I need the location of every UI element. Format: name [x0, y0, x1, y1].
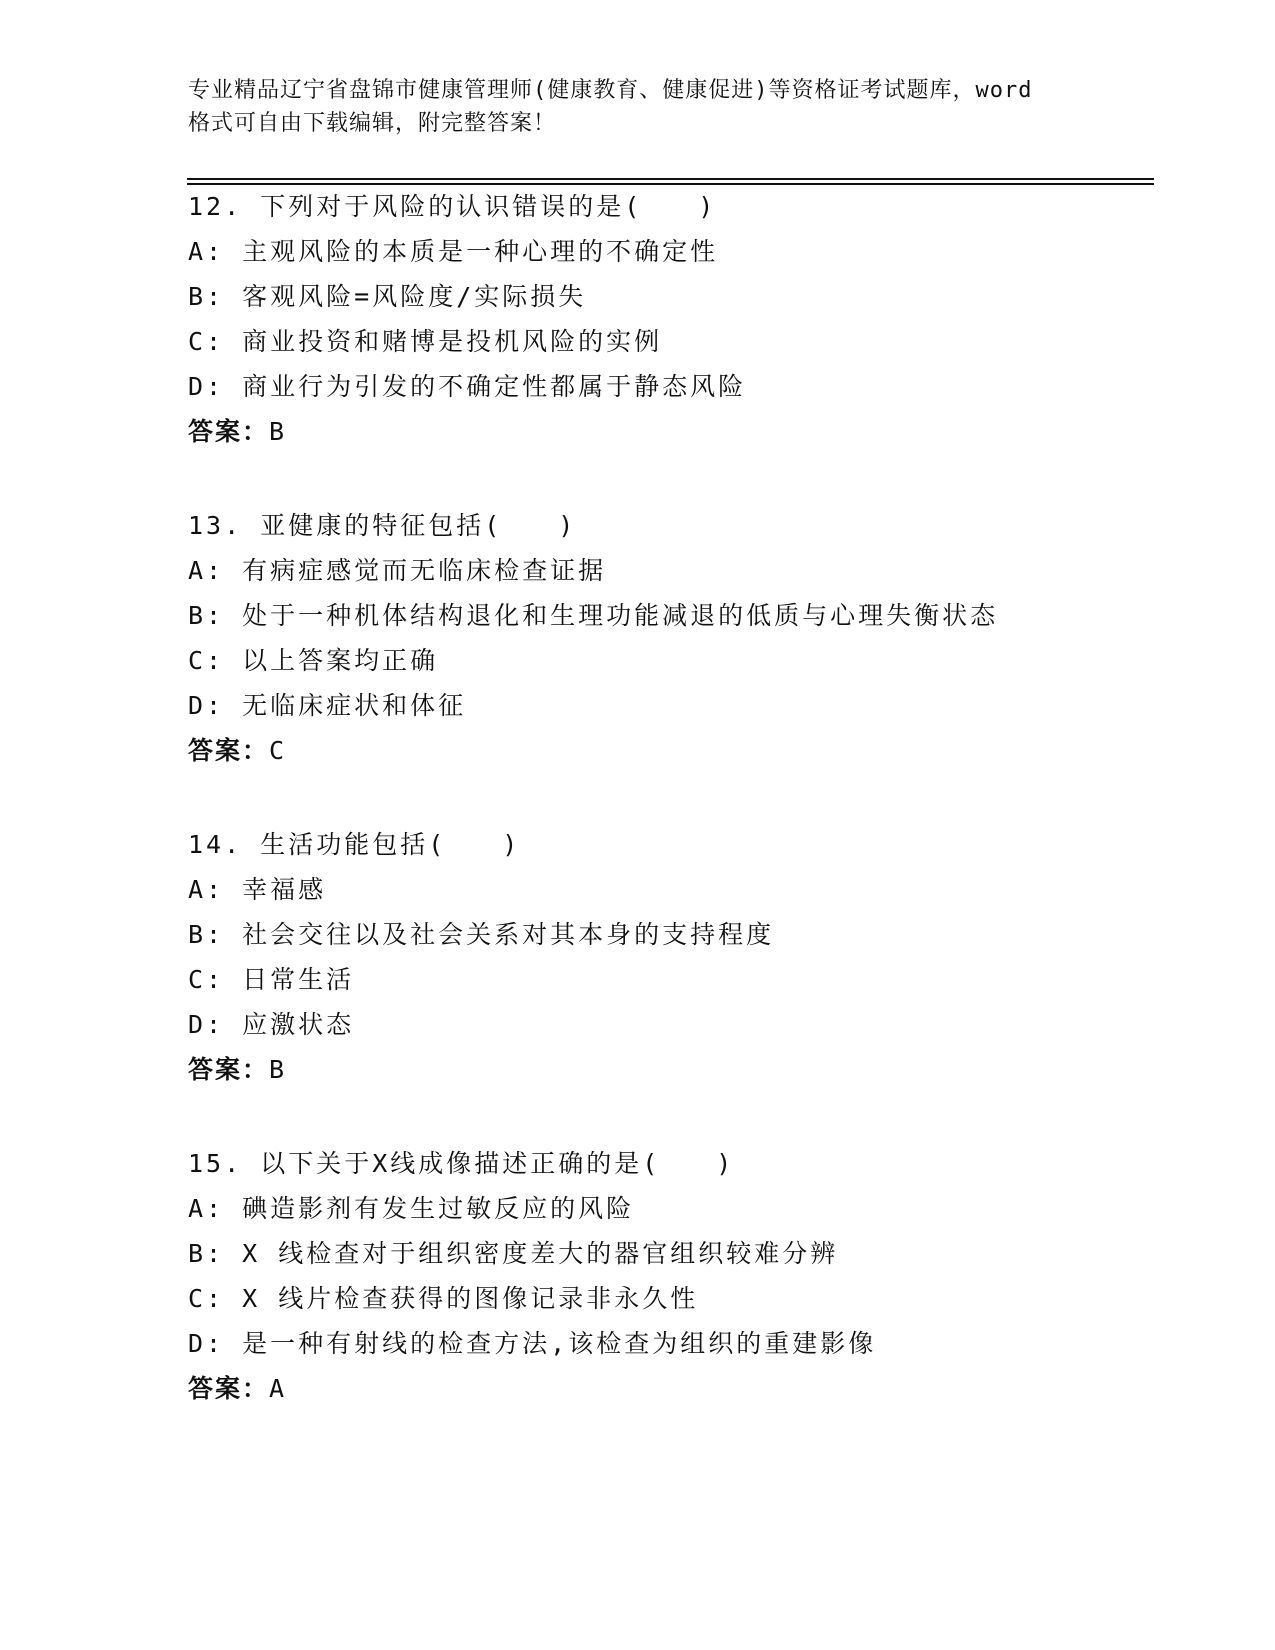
answer-value: C [269, 736, 286, 765]
option-b: B: 客观风险=风险度/实际损失 [188, 282, 587, 311]
option-c: C: X 线片检查获得的图像记录非永久性 [188, 1284, 699, 1313]
question-13 [188, 503, 1188, 773]
option-a: A: 幸福感 [188, 875, 327, 904]
option-b: B: 处于一种机体结构退化和生理功能减退的低质与心理失衡状态 [188, 601, 999, 630]
answer-row [188, 728, 1188, 773]
question-title: 15. 以下关于X线成像描述正确的是( ) [188, 1149, 735, 1178]
header-divider-top [187, 178, 1154, 180]
option-d: D: 应激状态 [188, 1010, 355, 1039]
answer-label: 答案： [188, 1374, 270, 1403]
question-15 [188, 1141, 1188, 1411]
answer-value: B [269, 1055, 286, 1084]
option-b: B: X 线检查对于组织密度差大的器官组织较难分辨 [188, 1239, 839, 1268]
answer-label: 答案： [188, 417, 270, 446]
option-a: A: 碘造影剂有发生过敏反应的风险 [188, 1194, 635, 1223]
option-d: D: 是一种有射线的检查方法,该检查为组织的重建影像 [188, 1329, 877, 1358]
header-line-1: 专业精品辽宁省盘锦市健康管理师(健康教育、健康促进)等资格证考试题库，word [188, 78, 1033, 103]
document-header [188, 74, 1108, 140]
question-14 [188, 822, 1188, 1092]
answer-label: 答案： [188, 1055, 270, 1084]
option-a: A: 主观风险的本质是一种心理的不确定性 [188, 237, 719, 266]
option-d: D: 无临床症状和体征 [188, 691, 467, 720]
question-title: 12. 下列对于风险的认识错误的是( ) [188, 192, 717, 221]
question-12 [188, 184, 1188, 454]
answer-row [188, 1366, 1188, 1411]
option-d: D: 商业行为引发的不确定性都属于静态风险 [188, 372, 747, 401]
answer-row [188, 409, 1188, 454]
question-title: 14. 生活功能包括( ) [188, 830, 521, 859]
option-c: C: 以上答案均正确 [188, 646, 439, 675]
option-c: C: 商业投资和赌博是投机风险的实例 [188, 327, 663, 356]
option-b: B: 社会交往以及社会关系对其本身的支持程度 [188, 920, 775, 949]
question-title: 13. 亚健康的特征包括( ) [188, 511, 577, 540]
answer-row [188, 1047, 1188, 1092]
answer-value: B [269, 417, 286, 446]
option-c: C: 日常生活 [188, 965, 355, 994]
header-line-2: 格式可自由下载编辑，附完整答案！ [188, 111, 557, 136]
answer-value: A [269, 1374, 286, 1403]
answer-label: 答案： [188, 736, 270, 765]
option-a: A: 有病症感觉而无临床检查证据 [188, 556, 607, 585]
